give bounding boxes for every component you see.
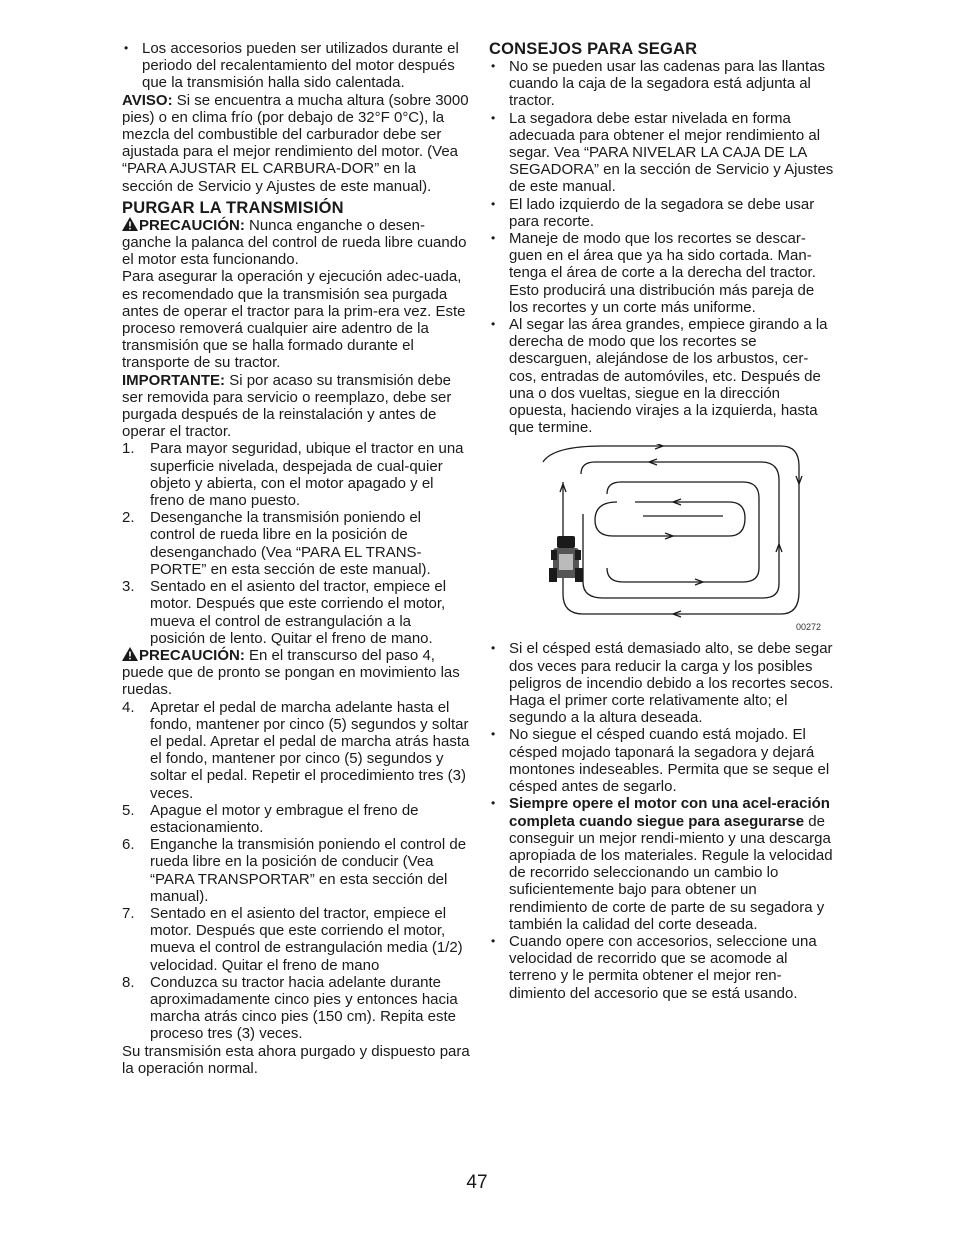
step-item — [122, 974, 470, 1043]
step-text: Apague el motor y embrague el freno de estacionamiento. — [150, 801, 419, 836]
step-number: 1. — [122, 440, 135, 458]
tip-bullet: • No se pueden usar las cadenas para las llantas cuando la caja de la segadora está adjunta al tractor. — [489, 58, 834, 110]
importante-text: Si por acaso su transmisión debe ser removida para servicio o reemplazo, debe ser purgada después de la reinstalación y antes de operar el tractor. — [122, 371, 452, 441]
tip-bullet-emphasis — [489, 795, 834, 933]
tip-bullet: • Si el césped está demasiado alto, se debe segar dos veces para reducir la carga y los posibles peligros de incendio debido a los recortes secos. Haga el primer corte relativamente alto; el segundo a la altura deseada. — [489, 640, 834, 726]
step-number: 5. — [122, 801, 135, 819]
step-text: Enganche la transmisión poniendo el control de rueda libre en la posición de conducir (Vea “PARA TRANSPORTAR” en esta sección del manual). — [150, 836, 467, 905]
caution-label-2: PRECAUCIÓN: — [139, 646, 245, 664]
tip-bullet: • El lado izquierdo de la segadora se debe usar para recorte. — [489, 196, 834, 230]
tip-bullet: • Maneje de modo que los recortes se descar-guen en el área que ya ha sido cortada. Man-tenga el área de corte a la derecha del tractor. Esto producirá una distribución más pareja de los recortes y un corte más uniforme. — [489, 230, 834, 316]
tip-bullet: • Cuando opere con accesorios, seleccione una velocidad de recorrido que se acomode al terreno y le permita obtener el mejor ren-dimiento del accesorio que se está usando. — [489, 933, 834, 1002]
caution-paragraph-1 — [122, 217, 470, 269]
step-item — [122, 836, 470, 905]
tip-bullet: • La segadora debe estar nivelada en forma adecuada para obtener el mejor rendimiento al segar. Vea “PARA NIVELAR LA CAJA DE LA SEGADORA” en la sección de Servicio y Ajustes de este manual. — [489, 110, 834, 196]
closing-paragraph: Su transmisión esta ahora purgado y dispuesto para la operación normal. — [122, 1042, 470, 1077]
step-number: 6. — [122, 836, 135, 854]
tip-bullet: • Al segar las área grandes, empiece girando a la derecha de modo que los recortes se descarguen, alejándose de los arbustos, cer-cos, entradas de automóviles, etc. Después de una o dos vueltas, siegue en la dirección opuesta, haciendo virajes a la izquierda, hasta que termine. — [489, 316, 834, 436]
step-text: Desenganche la transmisión poniendo el control de rueda libre en la posición de desenganchado (Vea “PARA EL TRANS-PORTE” en esta sección de este manual). — [150, 509, 431, 578]
section-heading-purgar: PURGAR LA TRANSMISIÓN — [122, 198, 344, 217]
warning-triangle-icon — [122, 217, 138, 231]
aviso-paragraph — [122, 92, 470, 195]
tractor-icon — [549, 536, 583, 582]
importante-paragraph — [122, 372, 470, 441]
aviso-label: AVISO: — [122, 91, 173, 109]
mowing-spiral-diagram — [523, 444, 823, 634]
caution-text-1: Nunca enganche o desen-ganche la palanca del control de rueda libre cuando el motor esta funcionando. — [122, 216, 467, 269]
step-number: 8. — [122, 973, 135, 991]
intro-bullet: • Los accesorios pueden ser utilizados durante el periodo del recalentamiento del motor después que la transmisión halla sido calentada. — [122, 40, 470, 92]
step-item — [122, 509, 470, 578]
warning-triangle-icon — [122, 647, 138, 661]
step-text: Conduzca su tractor hacia adelante durante aproximadamente cinco pies y entonces hacia marcha atrás cinco pies (150 cm). Repita este proceso tres (3) veces. — [150, 973, 458, 1043]
step-text: Apretar el pedal de marcha adelante hasta el fondo, mantener por cinco (5) segundos y soltar el pedal. Apretar el pedal de marcha atrás hasta el fondo, mantener por cinco (5) segundos y soltar el pedal. Repetir el procedimiento tres (3) veces. — [150, 698, 470, 802]
step-item — [122, 578, 470, 647]
step-number: 2. — [122, 509, 135, 527]
step-item — [122, 905, 470, 974]
tip-bullet: • No siegue el césped cuando está mojado. El césped mojado taponará la segadora y dejará montones indeseables. Permita que se seque el césped antes de segarlo. — [489, 726, 834, 795]
emphasis-rest-text: de conseguir un mejor rendi-miento y una descarga apropiada de los materiales. Regule la velocidad de recorrido seleccionando un cambio lo suficientemente bajo para obtener un rendimiento de corte de parte de su segadora y también la calidad del corte deseada. — [509, 812, 833, 933]
emphasis-text: Siempre opere el motor con una acel-eración completa cuando siegue para asegurarse — [509, 795, 830, 830]
section-heading-consejos: CONSEJOS PARA SEGAR — [489, 40, 698, 58]
step-text: Para mayor seguridad, ubique el tractor en una superficie nivelada, despejada de cual-quier objeto y abierta, con el motor apagado y el freno de mano puesto. — [150, 440, 464, 510]
purge-intro-paragraph: Para asegurar la operación y ejecución adec-uada, es recomendado que la transmisión sea purgada antes de operar el tractor para la prim-era vez. Este proceso removerá cualquier aire adentro de la transmisión que se halla formado durante el transporte de su tractor. — [122, 268, 466, 372]
caution-paragraph-2 — [122, 647, 470, 699]
aviso-text: Si se encuentra a mucha altura (sobre 3000 pies) o en clima frío (por debajo de 32°F 0°C), la mezcla del combustible del carburador debe ser ajustada para el mejor rendimiento del motor. (Vea “PARA AJUSTAR EL CARBURA-DOR” en la sección de Servicio y Ajustes de este manual). — [122, 91, 469, 195]
mowing-pattern-figure — [523, 444, 823, 634]
step-text: Sentado en el asiento del tractor, empiece el motor. Después que este corriendo el motor, mueva el control de estrangulación a la posición de lento. Quitar el freno de mano. — [150, 578, 447, 647]
step-item — [122, 699, 470, 802]
right-column — [489, 40, 834, 1002]
caution-label-1: PRECAUCIÓN: — [139, 216, 245, 234]
caution-text-2: En el transcurso del paso 4, puede que de pronto se pongan en movimiento las ruedas. — [122, 646, 460, 699]
step-number: 7. — [122, 904, 135, 922]
step-number: 4. — [122, 698, 135, 716]
step-item — [122, 802, 470, 836]
step-number: 3. — [122, 578, 135, 596]
figure-code: 00272 — [795, 622, 821, 633]
step-text: Sentado en el asiento del tractor, empiece el motor. Después que este corriendo el motor, mueva el control de estrangulación media (1/2) velocidad. Quitar el freno de mano — [150, 904, 463, 974]
step-item — [122, 440, 470, 509]
page-number: 47 — [466, 1172, 488, 1193]
importante-label: IMPORTANTE: — [122, 371, 226, 389]
left-column — [122, 40, 470, 1077]
